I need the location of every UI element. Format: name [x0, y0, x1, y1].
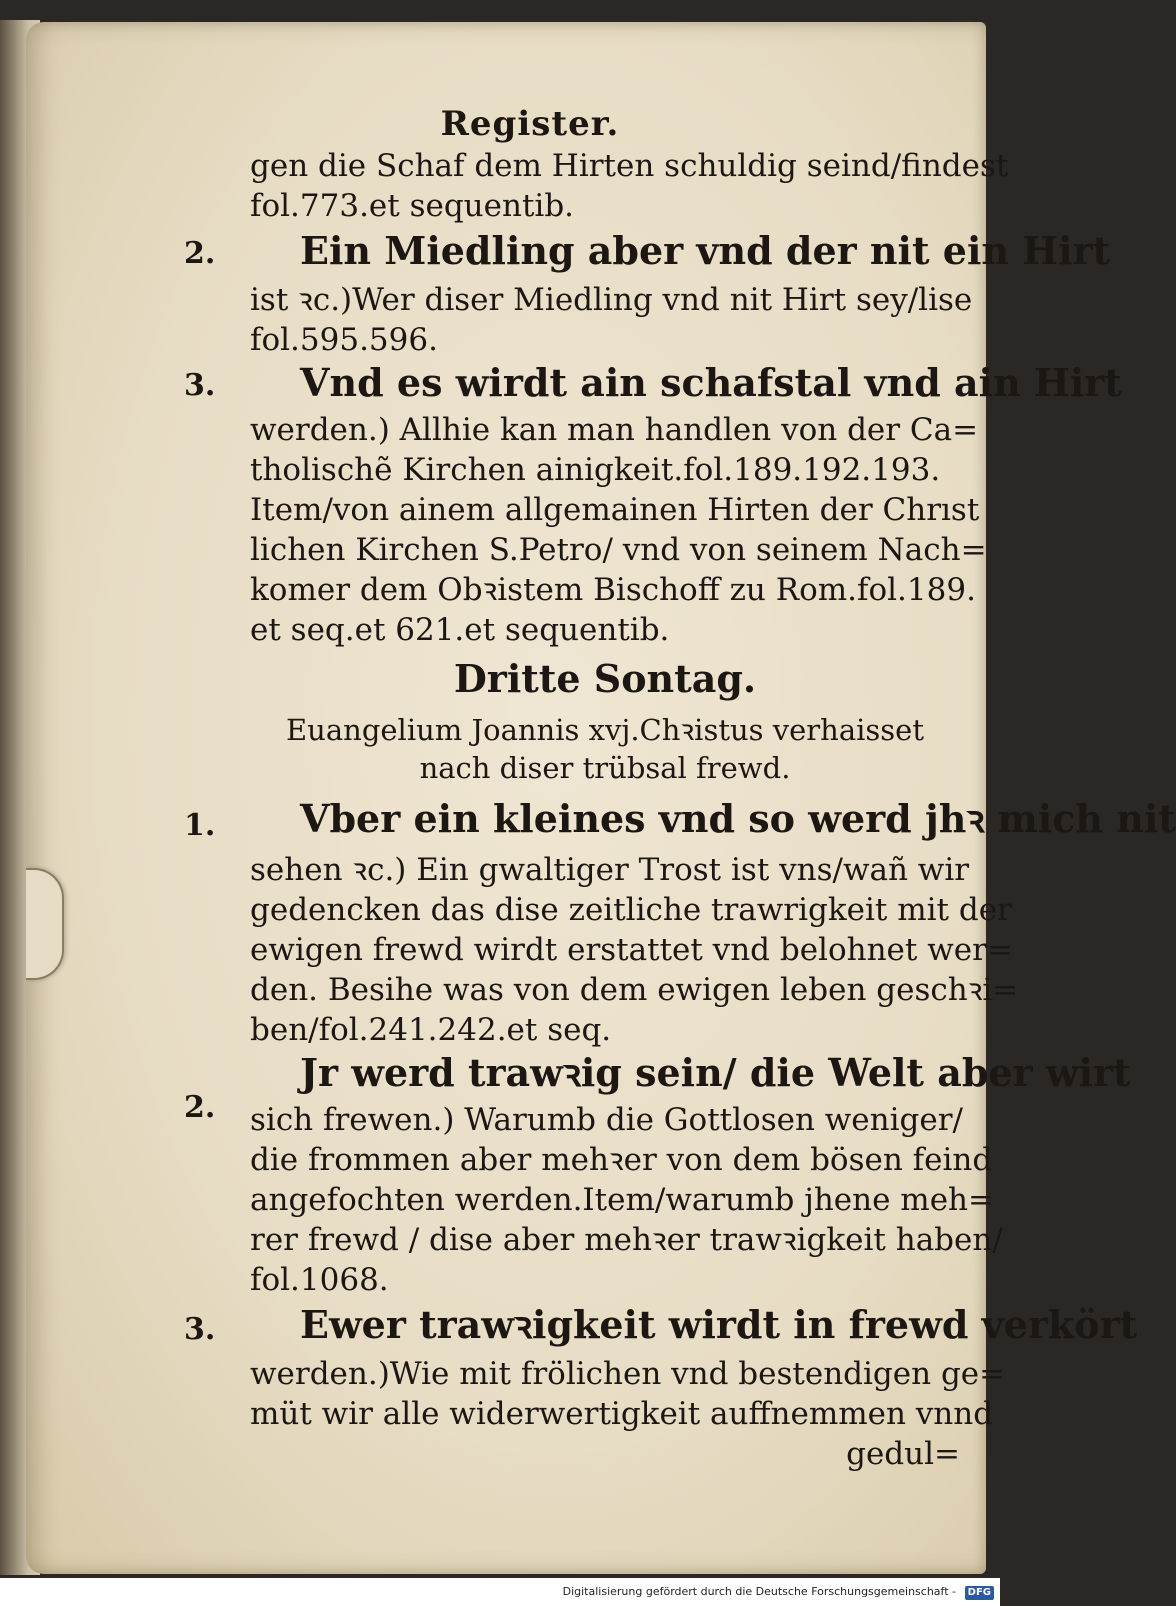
text-line: tholischẽ Kirchen ainigkeit.fol.189.192.193.: [250, 452, 941, 488]
text-line: werden.)Wie mit frölichen vnd bestendigen ge=: [250, 1356, 1006, 1392]
text-line: angefochten werden.Item/warumb jhene meh=: [250, 1182, 994, 1218]
text-line-heading: Jr werd trawꝛig sein/ die Welt aber wirt: [300, 1050, 1131, 1095]
text-line: fol.1068.: [250, 1262, 389, 1298]
text-line: et seq.et 621.et sequentib.: [250, 612, 670, 648]
text-line: lichen Kirchen S.Petro/ vnd von seinem Nach=: [250, 532, 987, 568]
catchword: gedul=: [846, 1436, 960, 1472]
text-line: ist ꝛc.)Wer diser Miedling vnd nit Hirt sey/lise: [250, 282, 973, 318]
dfg-logo: DFG: [965, 1586, 994, 1600]
text-line: gedencken das dise zeitliche trawrigkeit mit der: [250, 892, 1012, 928]
text-line: Item/von ainem allgemainen Hirten der Chrıst: [250, 492, 980, 528]
digitization-credit: Digitalisierung gefördert durch die Deutsche Forschungsgemeinschaft -: [0, 1578, 1000, 1606]
text-line-heading: Ein Miedling aber vnd der nit ein Hirt: [300, 228, 1111, 273]
text-line: sehen ꝛc.) Ein gwaltiger Trost ist vns/wañ wir: [250, 852, 970, 888]
section-title: Dritte Sontag.: [453, 656, 757, 701]
margin-number: 1.: [184, 808, 216, 843]
text-line-heading: Vber ein kleines vnd so werd jhꝛ mich nit: [300, 796, 1176, 841]
text-line: werden.) Allhie kan man handlen von der Ca=: [250, 412, 979, 448]
text-line: den. Besihe was von dem ewigen leben geschꝛi=: [250, 972, 1019, 1008]
text-line-heading: Ewer trawꝛigkeit wirdt in frewd verkört: [300, 1302, 1138, 1347]
text-line: ewigen frewd wirdt erstattet vnd belohnet wer=: [250, 932, 1013, 968]
text-line: nach diser trübsal frewd.: [419, 751, 791, 785]
margin-number: 3.: [184, 1312, 216, 1347]
text-line: gen die Schaf dem Hirten schuldig seind/findest: [250, 148, 1009, 184]
text-line: rer frewd / dise aber mehꝛer trawꝛigkeit haben/: [250, 1222, 1003, 1258]
text-line: fol.773.et sequentib.: [250, 188, 575, 224]
margin-number: 3.: [184, 368, 216, 403]
text-line: komer dem Obꝛistem Bischoff zu Rom.fol.189.: [250, 572, 976, 608]
margin-number: 2.: [184, 1090, 216, 1125]
text-line: müt wir alle widerwertigkeit auffnemmen vnnd: [250, 1396, 994, 1432]
text-line: sich frewen.) Warumb die Gottlosen weniger/: [250, 1102, 963, 1138]
text-line: die frommen aber mehꝛer von dem bösen feind: [250, 1142, 993, 1178]
text-line-heading: Vnd es wirdt ain schafstal vnd ain Hirt: [300, 360, 1122, 405]
text-line: ben/fol.241.242.et seq.: [250, 1012, 612, 1048]
running-header: Register.: [440, 104, 620, 144]
margin-number: 2.: [184, 236, 216, 271]
text-line: Euangelium Joannis xvj.Chꝛistus verhaisset: [286, 713, 924, 747]
text-line: fol.595.596.: [250, 322, 438, 358]
